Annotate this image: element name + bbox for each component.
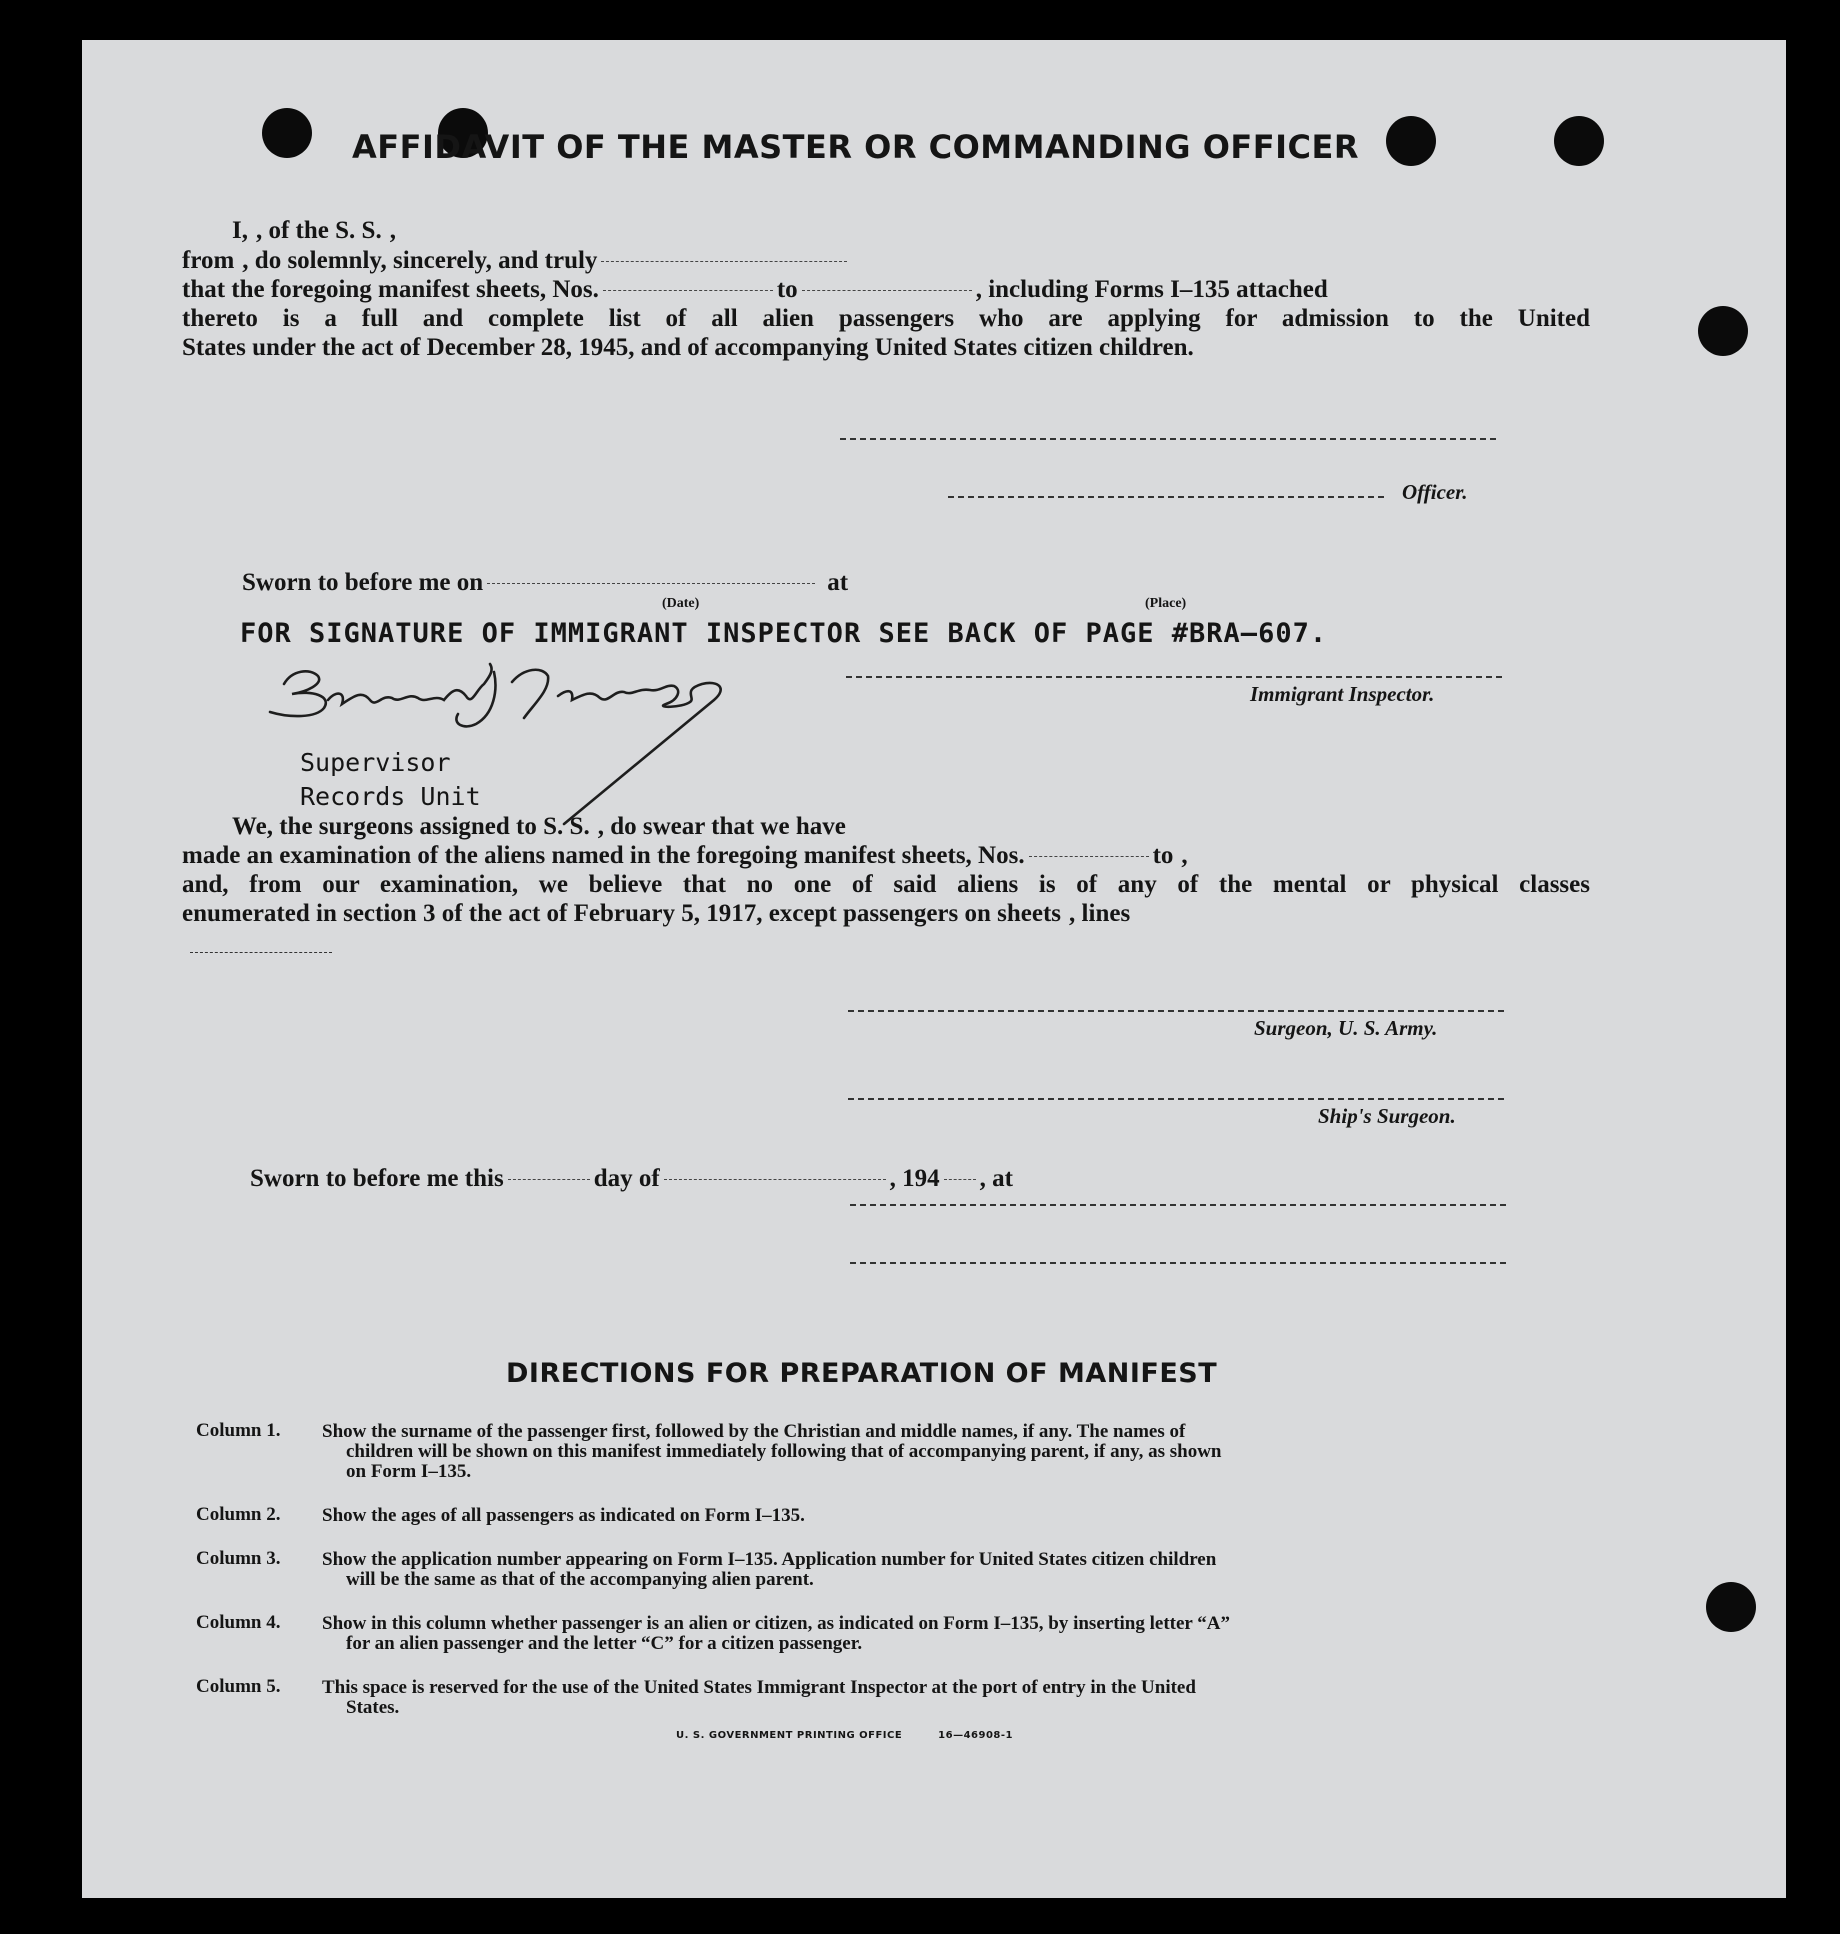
sworn-year-field[interactable] [944,1179,976,1180]
affidavit-line-2: from , do solemnly, sincerely, and truly [182,246,1590,276]
sworn-day-field[interactable] [508,1179,590,1180]
sheet-to-field[interactable] [802,290,972,291]
affidavit-title: AFFIDAVIT OF THE MASTER OR COMMANDING OFFICER [352,128,1359,166]
surgeons-line-4: enumerated in section 3 of the act of February 5, 1917, except passengers on sheets , lines [182,900,1131,927]
punch-hole [1706,1582,1756,1632]
affidavit-sheet [82,40,1786,1898]
directions-title: DIRECTIONS FOR PREPARATION OF MANIFEST [506,1358,1218,1389]
sworn-on-line: Sworn to before me on at [242,569,849,596]
supervisor-unit: Records Unit [300,782,481,811]
printing-office-imprint: U. S. GOVERNMENT PRINTING OFFICE 16—46908-1 [676,1730,1013,1741]
column-4-text: Show in this column whether passenger is an alien or citizen, as indicated on Form I–135, by inserting letter “A” for an alien passenger and the letter “C” for a citizen passenger. [322,1613,1230,1654]
column-3-label: Column 3. [196,1548,281,1569]
declaration-field[interactable] [601,261,847,262]
officer-title-line-2[interactable] [850,1262,1506,1264]
punch-hole [1386,116,1436,166]
affidavit-line-1: I, , of the S. S. , [232,217,396,244]
sheet-from-field[interactable] [603,290,773,291]
officer-label: Officer. [1402,480,1468,504]
master-signature-line[interactable] [840,438,1496,440]
except-lines-field[interactable] [190,952,332,953]
officer-signature-line-2[interactable] [850,1204,1506,1206]
column-1-text: Show the surname of the passenger first, followed by the Christian and middle names, if any. The names of children will be shown on this manifest immediately following that of accompanying parent, if any, as shown on Form I–135. [322,1421,1222,1482]
surgeons-line-1: We, the surgeons assigned to S. S. , do swear that we have [232,813,846,840]
surgeons-line-3: and, from our examination, we believe that no one of said aliens is of any of the mental or physical classes [182,871,1590,898]
sworn-date-field[interactable] [487,583,815,584]
punch-hole [1698,306,1748,356]
column-4-label: Column 4. [196,1612,281,1633]
column-5-text: This space is reserved for the use of the United States Immigrant Inspector at the port of entry in the United States. [322,1677,1196,1718]
ship-surgeon-signature-line[interactable] [848,1098,1504,1100]
column-1-label: Column 1. [196,1420,281,1441]
place-caption: (Place) [1145,596,1187,611]
affidavit-line-3: that the foregoing manifest sheets, Nos. to , including Forms I–135 attached [182,276,1328,303]
column-5-label: Column 5. [196,1676,281,1697]
army-surgeon-signature-line[interactable] [848,1010,1504,1012]
army-surgeon-label: Surgeon, U. S. Army. [1254,1016,1438,1040]
inspector-stamp: FOR SIGNATURE OF IMMIGRANT INSPECTOR SEE BACK OF PAGE #BRA–607. [240,618,1328,649]
sworn-this-line: Sworn to before me this day of , 194 , at [250,1165,1013,1192]
sworn-month-field[interactable] [664,1179,886,1180]
date-caption: (Date) [662,596,700,611]
affidavit-line-5: States under the act of December 28, 1945, and of accompanying United States citizen children. [182,334,1194,361]
inspector-signature-line[interactable] [846,676,1502,678]
affidavit-line-4: thereto is a full and complete list of all alien passengers who are applying for admission to the United [182,305,1590,332]
surgeons-line-2: made an examination of the aliens named in the foregoing manifest sheets, Nos. to , [182,842,1188,869]
punch-hole [1554,116,1604,166]
supervisor-title: Supervisor [300,748,451,777]
column-3-text: Show the application number appearing on Form I–135. Application number for United States citizen children will be the same as that of the accompanying alien parent. [322,1549,1217,1590]
ship-surgeon-label: Ship's Surgeon. [1318,1104,1456,1128]
column-2-label: Column 2. [196,1504,281,1525]
column-2-text: Show the ages of all passengers as indicated on Form I–135. [322,1505,805,1526]
surgeons-sheet-from-field[interactable] [1029,856,1149,857]
officer-signature-line[interactable] [948,496,1384,498]
immigrant-inspector-label: Immigrant Inspector. [1250,682,1435,706]
punch-hole [262,108,312,158]
